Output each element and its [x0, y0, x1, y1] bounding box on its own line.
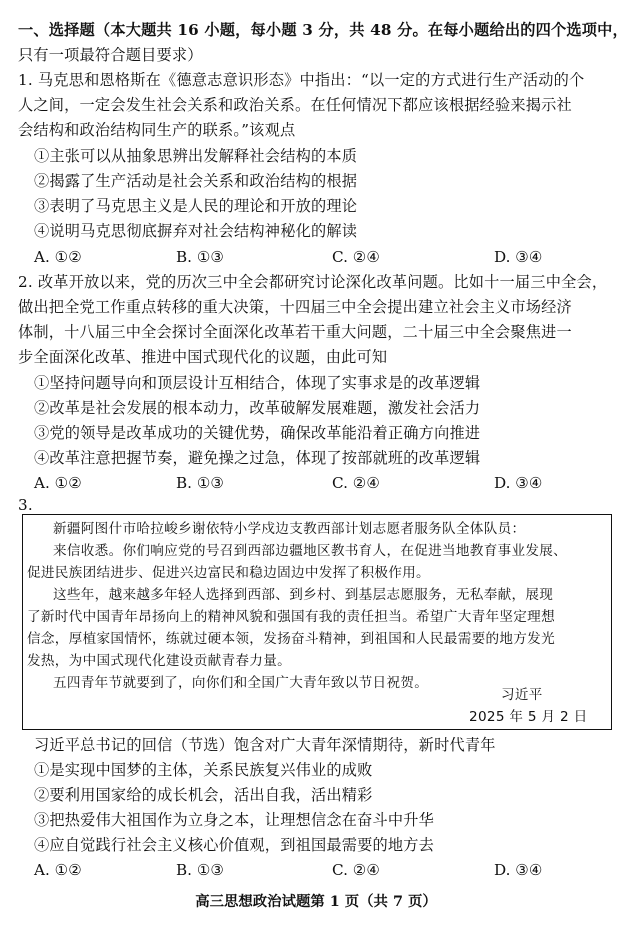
q1-item-2: ②揭露了生产活动是社会关系和政治结构的根据 — [34, 172, 358, 190]
letter-line-7: 发热，为中国式现代化建设贡献青春力量。 — [27, 653, 291, 669]
q2-option-d[interactable]: D. ③④ — [494, 474, 543, 492]
q1-option-b[interactable]: B. ①③ — [176, 248, 225, 266]
q3-item-4: ④应自觉践行社会主义核心价值观，到祖国最需要的地方去 — [34, 836, 435, 854]
q2-item-1: ①坚持问题导向和顶层设计互相结合，体现了实事求是的改革逻辑 — [34, 374, 481, 392]
letter-excerpt-box — [22, 514, 612, 730]
letter-line-3: 促进民族团结进步、促进兴边富民和稳边固边中发挥了积极作用。 — [27, 565, 430, 581]
q2-stem-line-3: 体制，十八届三中全会探讨全面深化改革若干重大问题，二十届三中全会聚焦进一 — [18, 323, 572, 341]
letter-date: 2025 年 5 月 2 日 — [469, 709, 588, 725]
q2-option-a[interactable]: A. ①② — [34, 474, 82, 492]
q2-option-c[interactable]: C. ②④ — [332, 474, 380, 492]
q1-item-1: ①主张可以从抽象思辨出发解释社会结构的本质 — [34, 147, 358, 165]
q1-stem-line-3: 会结构和政治结构同生产的联系。”该观点 — [18, 121, 296, 139]
q2-stem-line-4: 步全面深化改革、推进中国式现代化的议题，由此可知 — [18, 348, 388, 366]
q2-stem-line-1: 2. 改革开放以来，党的历次三中全会都研究讨论深化改革问题。比如十一届三中全会， — [18, 273, 608, 291]
q2-item-3: ③党的领导是改革成功的关键优势，确保改革能沿着正确方向推进 — [34, 424, 481, 442]
q3-option-c[interactable]: C. ②④ — [332, 861, 380, 879]
q3-item-2: ②要利用国家给的成长机会，活出自我，活出精彩 — [34, 786, 373, 804]
q1-item-4: ④说明马克思彻底摒弃对社会结构神秘化的解读 — [34, 222, 358, 240]
page-footer: 高三思想政治试题第 1 页（共 7 页） — [195, 893, 437, 910]
q3-options — [22, 859, 582, 881]
letter-signature: 习近平 — [501, 687, 543, 703]
letter-line-4: 这些年，越来越多年轻人选择到西部、到乡村、到基层志愿服务，无私奉献，展现 — [53, 587, 554, 603]
letter-line-6: 信念，厚植家国情怀，练就过硬本领，发扬奋斗精神，到祖国和人民最需要的地方发光 — [27, 631, 555, 647]
q2-option-b[interactable]: B. ①③ — [176, 474, 225, 492]
q1-option-d[interactable]: D. ③④ — [494, 248, 543, 266]
q1-stem-line-2: 人之间，一定会发生社会关系和政治关系。在任何情况下都应该根据经验来揭示社 — [18, 96, 572, 114]
q3-option-a[interactable]: A. ①② — [34, 861, 82, 879]
section-heading: 一、选择题（本大题共 16 小题，每小题 3 分，共 48 分。在每小题给出的四个选项中， — [18, 21, 628, 39]
q3-stem: 习近平总书记的回信（节选）饱含对广大青年深情期待，新时代青年 — [34, 736, 496, 754]
q2-item-4: ④改革注意把握节奏，避免操之过急，体现了按部就班的改革逻辑 — [34, 449, 481, 467]
q3-option-d[interactable]: D. ③④ — [494, 861, 543, 879]
section-heading-continued: 只有一项最符合题目要求） — [18, 46, 203, 64]
q3-option-b[interactable]: B. ①③ — [176, 861, 225, 879]
q1-item-3: ③表明了马克思主义是人民的理论和开放的理论 — [34, 197, 358, 215]
q3-item-3: ③把热爱伟大祖国作为立身之本，让理想信念在奋斗中升华 — [34, 811, 435, 829]
letter-line-2: 来信收悉。你们响应党的号召到西部边疆地区教书育人，在促进当地教育事业发展、 — [53, 543, 568, 559]
q1-option-c[interactable]: C. ②④ — [332, 248, 380, 266]
q1-option-a[interactable]: A. ①② — [34, 248, 82, 266]
q1-options — [22, 246, 582, 268]
q2-options — [22, 472, 582, 494]
letter-salutation: 新疆阿图什市哈拉峻乡谢依特小学戍边支教西部计划志愿者服务队全体队员： — [53, 521, 526, 537]
q2-stem-line-2: 做出把全党工作重点转移的重大决策，十四届三中全会提出建立社会主义市场经济 — [18, 298, 572, 316]
letter-line-5: 了新时代中国青年昂扬向上的精神风貌和强国有我的责任担当。希望广大青年坚定理想 — [27, 609, 555, 625]
q2-item-2: ②改革是社会发展的根本动力，改革破解发展难题，激发社会活力 — [34, 399, 481, 417]
q3-number: 3. — [18, 496, 33, 514]
q3-item-1: ①是实现中国梦的主体，关系民族复兴伟业的成败 — [34, 761, 373, 779]
q1-stem-line-1: 1. 马克思和恩格斯在《德意志意识形态》中指出：“以一定的方式进行生产活动的个 — [18, 71, 585, 89]
letter-line-8: 五四青年节就要到了，向你们和全国广大青年致以节日祝贺。 — [53, 675, 429, 691]
